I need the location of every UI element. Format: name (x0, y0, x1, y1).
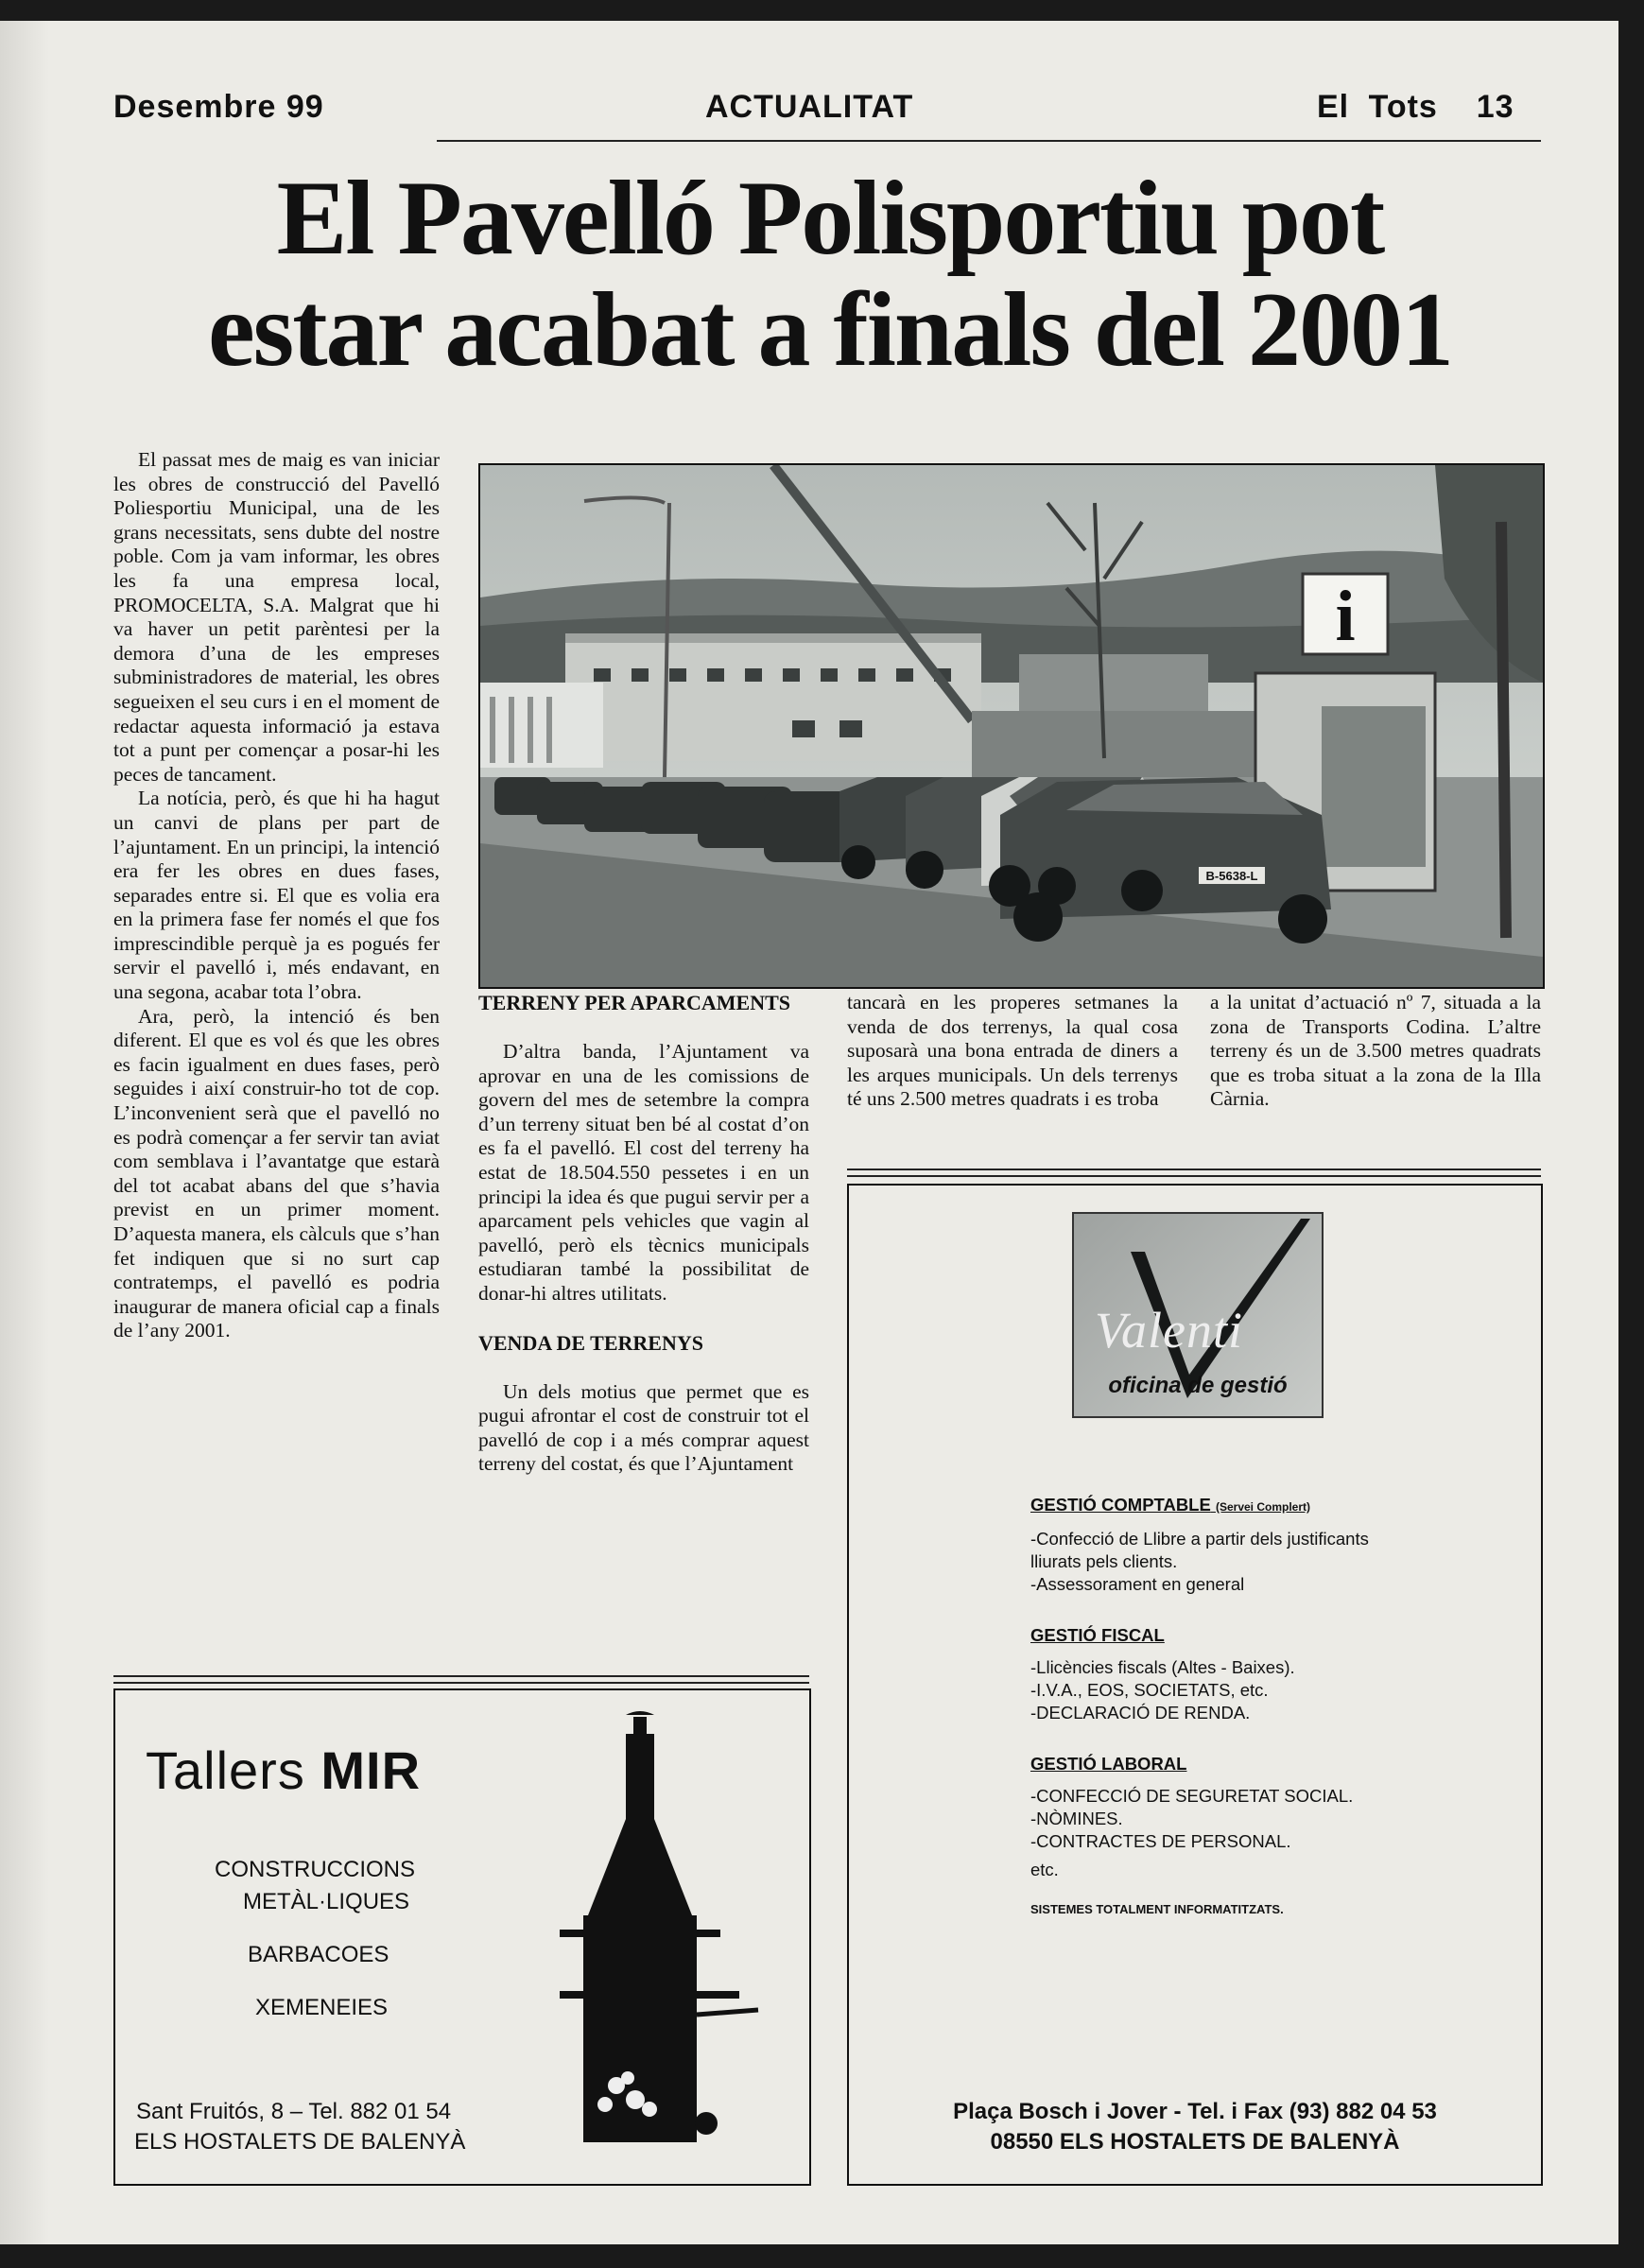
list-item: -CONTRACTES DE PERSONAL. (1030, 1831, 1291, 1851)
services-list (1030, 1494, 1371, 1921)
section-heading-labor (1030, 1753, 1371, 1775)
service-metalliques: METÀL·LIQUES (243, 1889, 410, 1914)
service-barbacoes: BARBACOES (248, 1942, 389, 1967)
list-item: -DECLARACIÓ DE RENDA. (1030, 1703, 1251, 1723)
list-item: -Assessorament en general (1030, 1574, 1245, 1594)
article-column-1 (113, 448, 440, 1343)
list-item: -NÒMINES. (1030, 1809, 1123, 1828)
list-item: -CONFECCIÓ DE SEGURETAT SOCIAL. (1030, 1786, 1354, 1806)
paragraph: a la unitat d’actuació nº 7, situada a la zona de Transports Codina. L’altre terreny és un de 3.500 metres quadrats que es troba situat a la zona de la Illa Càrnia. (1210, 991, 1541, 1111)
section-title: GESTIÓ COMPTABLE (1030, 1495, 1211, 1515)
section-note: (Servei Complert) (1215, 1500, 1310, 1514)
ad-brand-bold: MIR (320, 1740, 422, 1800)
paragraph: tancarà en les properes setmanes la venda de dos terrenys, la qual cosa suposarà una bona entrada de diners a les arques municipals. Un dels terrenys té uns 2.500 metres quadrats i es troba (847, 991, 1178, 1111)
section-heading-accounting (1030, 1494, 1371, 1518)
ad-separator-rule (847, 1169, 1541, 1177)
paragraph: El passat mes de maig es van iniciar les obres de construcció del Pavelló Poliesportiu Municipal, una de les grans necessitats, sens dubte del nostre poble. Com ja vam informar, les obres les fa una empresa local, PROMOCELTA, S.A. Malgrat que hi va haver un petit parèntesi per la demora d’una de les empreses subministradores de material, les obres segueixen el seu curs i en el moment de redactar aquesta informació ja estava tot a punt per començar a posar-hi les peces de tancament. (113, 448, 440, 786)
list-item: -Llicències fiscals (Altes - Baixes). (1030, 1657, 1295, 1677)
ad-tallers-mir (113, 1688, 811, 2186)
ad-valenti (847, 1184, 1543, 2186)
ad-town: ELS HOSTALETS DE BALENYÀ (134, 2129, 466, 2155)
ad-separator-rule (113, 1675, 809, 1684)
barbecue-icon (560, 1707, 768, 2152)
ad-address: Sant Fruitós, 8 – Tel. 882 01 54 (136, 2099, 452, 2124)
section-title: GESTIÓ LABORAL (1030, 1754, 1187, 1774)
service-construccions: CONSTRUCCIONS (215, 1857, 416, 1882)
header-rule (437, 140, 1541, 142)
list-item: -Confecció de Llibre a partir dels justificants lliurats pels clients. (1030, 1529, 1369, 1571)
info-sign-letter: i (1335, 577, 1356, 656)
subhead-land-sale: VENDA DE TERRENYS (478, 1330, 703, 1355)
paragraph: Un dels motius que permet que es pugui afrontar el cost de construir tot el pavelló de cop i a més comprar aquest terreny del costat, és que l’Ajuntament (478, 1379, 809, 1476)
ad-brand (146, 1740, 421, 1801)
headline-line-1: El Pavelló Polisportiu pot (276, 160, 1384, 277)
headline-line-2: estar acabat a finals del 2001 (207, 271, 1453, 389)
article-column-2 (478, 991, 809, 1477)
page-spine-shadow (0, 21, 49, 2244)
list-item: -I.V.A., EOS, SOCIETATS, etc. (1030, 1680, 1269, 1700)
construction-photo (478, 463, 1545, 989)
section-heading-fiscal (1030, 1624, 1371, 1647)
ad-address: Plaça Bosch i Jover - Tel. i Fax (93) 882 04 53 (953, 2099, 1437, 2124)
logo-name: Valenti (1095, 1302, 1243, 1359)
ad-brand-light: Tallers (146, 1740, 321, 1800)
newspaper-page (0, 21, 1618, 2244)
headline (112, 160, 1549, 389)
paragraph: La notícia, però, és que hi ha hagut un canvi de plans per part de l’ajuntament. En un principi, la intenció era fer les obres en dues fases, separades entre si. El que es volia era en la primera fase fer només el que fos imprescindible perquè ja es pogués fer servir el pavelló i, més endavant, en una segona, acabar tota l’obra. (113, 787, 440, 1004)
ad-town: 08550 ELS HOSTALETS DE BALENYÀ (990, 2129, 1400, 2155)
article-column-4 (1210, 991, 1541, 1112)
license-plate: B-5638-L (1205, 869, 1258, 883)
paragraph: D’altra banda, l’Ajuntament va aprovar en una de les comissions de govern del mes de setembre la compra d’un terreny situat ben bé al costat d’on es fa el pavelló. El cost del terreny ha estat de 18.504.550 pessetes i en un principi la idea és que pugui servir per a aparcament pels vehicles que vagin al pavelló, però els tècnics municipals estudiaran també la possibilitat de donar-hi altres utilitats. (478, 1040, 809, 1305)
publication-page: El Tots 13 (1317, 89, 1514, 125)
street-scene-image (480, 465, 1543, 987)
paragraph: Ara, però, la intenció és ben diferent. El que es vol és que les obres es facin igualment en dues fases, però seguides i així construir-ho tot de cop. L’inconvenient serà que el pavelló no es podrà començar a fer servir tan aviat com semblava i l’avantatge que estarà del tot acabat abans del que s’havia previst en un primer moment. D’aquesta manera, els càlculs que s’han fet indiquen que si no surt cap contratemps, el pavelló es podria inaugurar de manera oficial cap a finals de l’any 2001. (113, 1004, 440, 1342)
systems-note: SISTEMES TOTALMENT INFORMATITZATS. (1030, 1902, 1284, 1916)
logo-subtitle: oficina de gestió (1108, 1373, 1288, 1398)
list-item: etc. (1030, 1860, 1059, 1879)
issue-date: Desembre 99 (113, 89, 324, 125)
article-column-3 (847, 991, 1178, 1112)
section-title: ACTUALITAT (705, 89, 914, 125)
service-xemeneies: XEMENEIES (255, 1995, 389, 2020)
section-title: GESTIÓ FISCAL (1030, 1625, 1165, 1645)
subhead-parking: TERRENY PER APARCAMENTS (478, 991, 791, 1014)
valenti-logo (1072, 1212, 1324, 1418)
